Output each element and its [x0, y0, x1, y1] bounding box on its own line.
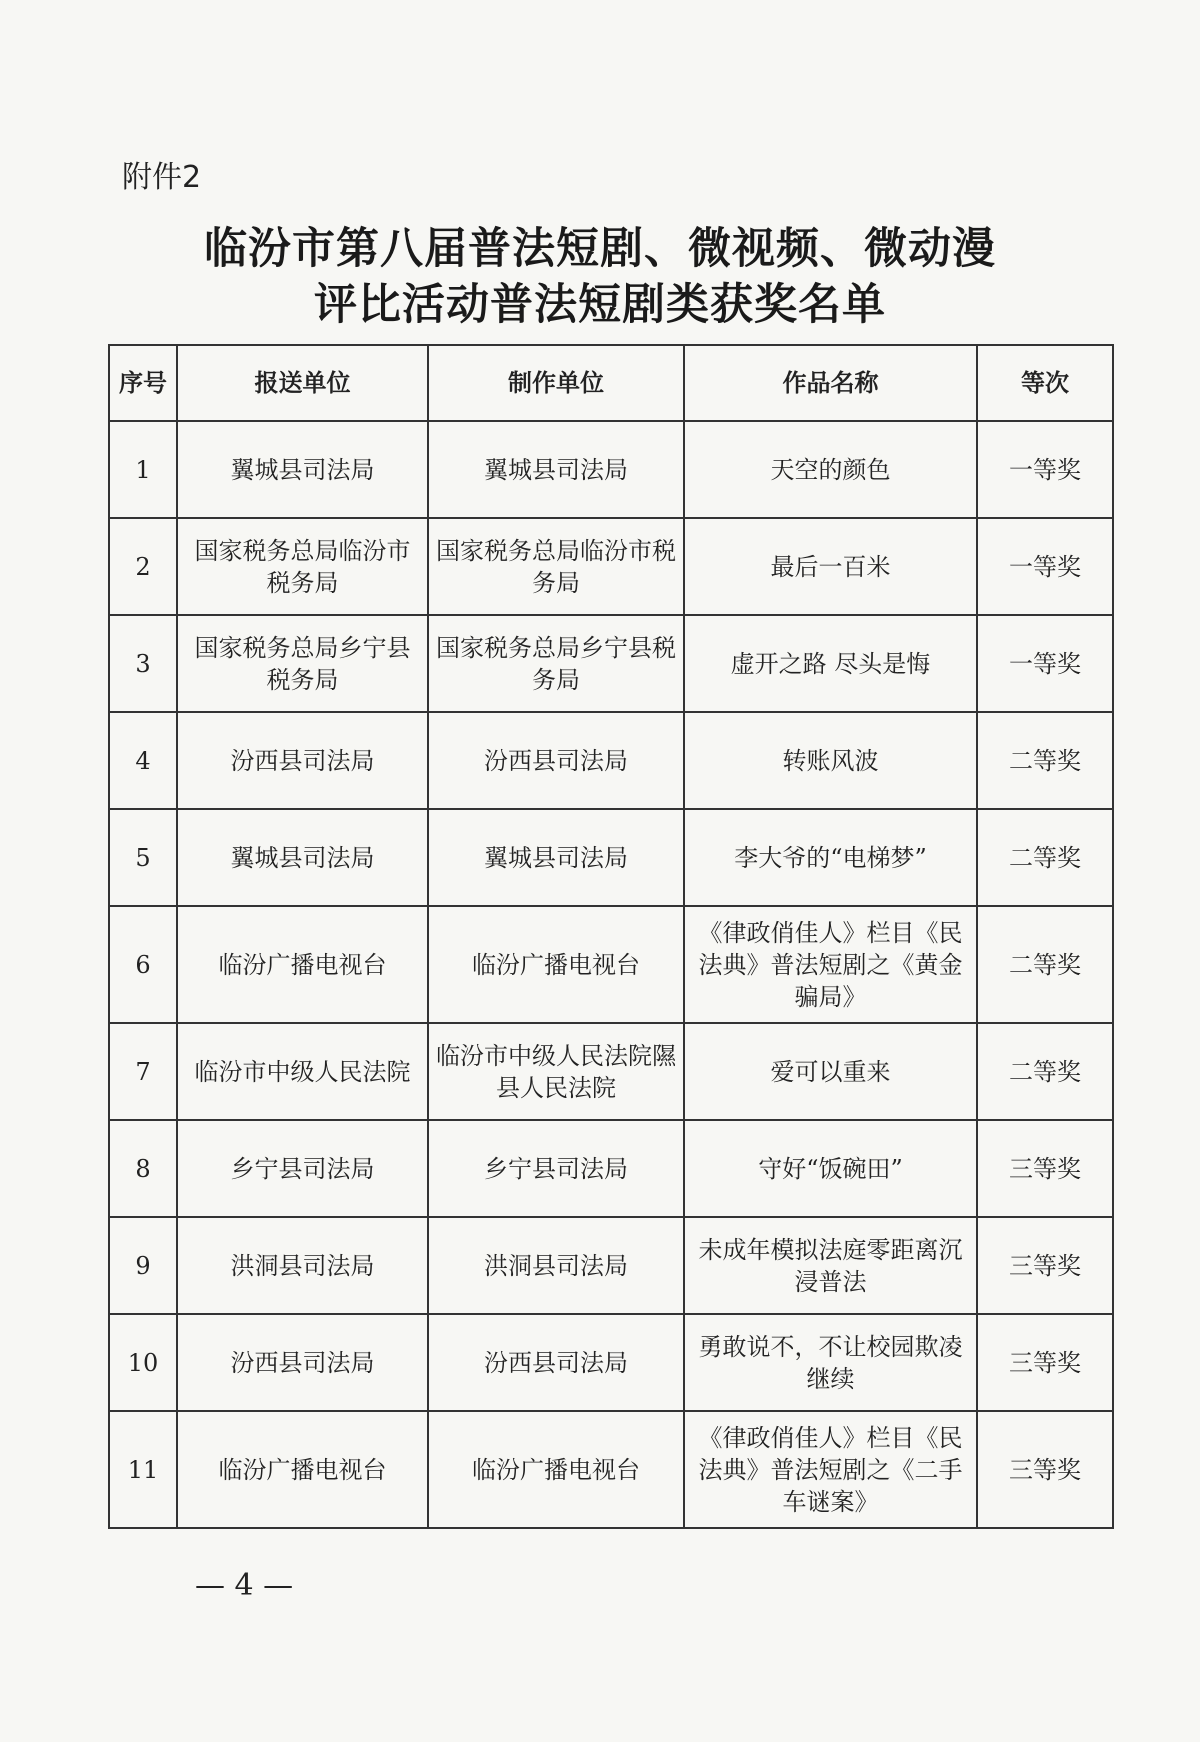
cell-work: 虚开之路 尽头是悔 [684, 615, 977, 712]
cell-rank: 三等奖 [977, 1217, 1113, 1314]
cell-producer: 汾西县司法局 [428, 1314, 684, 1411]
cell-producer: 临汾广播电视台 [428, 1411, 684, 1528]
cell-work: 勇敢说不，不让校园欺凌继续 [684, 1314, 977, 1411]
cell-producer: 临汾广播电视台 [428, 906, 684, 1023]
cell-rank: 一等奖 [977, 615, 1113, 712]
header-rank: 等次 [977, 345, 1113, 421]
table-row [109, 518, 1113, 615]
cell-producer: 国家税务总局乡宁县税务局 [428, 615, 684, 712]
cell-number: 1 [109, 421, 177, 518]
cell-rank: 三等奖 [977, 1411, 1113, 1528]
cell-submitter: 临汾市中级人民法院 [177, 1023, 428, 1120]
cell-rank: 三等奖 [977, 1120, 1113, 1217]
cell-number: 6 [109, 906, 177, 1023]
cell-number: 4 [109, 712, 177, 809]
header-submitter: 报送单位 [177, 345, 428, 421]
awards-table [108, 344, 1114, 1529]
cell-submitter: 翼城县司法局 [177, 421, 428, 518]
cell-submitter: 汾西县司法局 [177, 712, 428, 809]
cell-work: 李大爷的“电梯梦” [684, 809, 977, 906]
table-row [109, 906, 1113, 1023]
table-row [109, 712, 1113, 809]
cell-rank: 一等奖 [977, 518, 1113, 615]
cell-rank: 一等奖 [977, 421, 1113, 518]
cell-submitter: 国家税务总局乡宁县税务局 [177, 615, 428, 712]
header-producer: 制作单位 [428, 345, 684, 421]
cell-producer: 翼城县司法局 [428, 421, 684, 518]
cell-rank: 二等奖 [977, 906, 1113, 1023]
table-header-row [109, 345, 1113, 421]
cell-submitter: 汾西县司法局 [177, 1314, 428, 1411]
cell-work: 天空的颜色 [684, 421, 977, 518]
cell-number: 2 [109, 518, 177, 615]
table-row [109, 809, 1113, 906]
document-title-line-2: 评比活动普法短剧类获奖名单 [314, 280, 886, 330]
cell-number: 9 [109, 1217, 177, 1314]
cell-submitter: 洪洞县司法局 [177, 1217, 428, 1314]
cell-work: 爱可以重来 [684, 1023, 977, 1120]
cell-rank: 二等奖 [977, 1023, 1113, 1120]
cell-submitter: 翼城县司法局 [177, 809, 428, 906]
cell-work: 未成年模拟法庭零距离沉浸普法 [684, 1217, 977, 1314]
cell-submitter: 国家税务总局临汾市税务局 [177, 518, 428, 615]
document-title-line-1: 临汾市第八届普法短剧、微视频、微动漫 [204, 224, 996, 274]
table-row [109, 1217, 1113, 1314]
cell-work: 守好“饭碗田” [684, 1120, 977, 1217]
attachment-label: 附件2 [122, 160, 202, 195]
cell-producer: 洪洞县司法局 [428, 1217, 684, 1314]
table-row [109, 421, 1113, 518]
table-row [109, 1411, 1113, 1528]
table-row [109, 615, 1113, 712]
table-row [109, 1314, 1113, 1411]
cell-number: 8 [109, 1120, 177, 1217]
cell-work: 最后一百米 [684, 518, 977, 615]
cell-number: 3 [109, 615, 177, 712]
cell-producer: 国家税务总局临汾市税务局 [428, 518, 684, 615]
cell-number: 10 [109, 1314, 177, 1411]
cell-producer: 翼城县司法局 [428, 809, 684, 906]
cell-producer: 汾西县司法局 [428, 712, 684, 809]
cell-rank: 三等奖 [977, 1314, 1113, 1411]
cell-producer: 乡宁县司法局 [428, 1120, 684, 1217]
cell-producer: 临汾市中级人民法院隰县人民法院 [428, 1023, 684, 1120]
cell-number: 7 [109, 1023, 177, 1120]
cell-rank: 二等奖 [977, 809, 1113, 906]
header-number: 序号 [109, 345, 177, 421]
cell-work: 《律政俏佳人》栏目《民法典》普法短剧之《二手车谜案》 [684, 1411, 977, 1528]
cell-submitter: 乡宁县司法局 [177, 1120, 428, 1217]
cell-work: 《律政俏佳人》栏目《民法典》普法短剧之《黄金骗局》 [684, 906, 977, 1023]
table-row [109, 1120, 1113, 1217]
cell-number: 11 [109, 1411, 177, 1528]
cell-number: 5 [109, 809, 177, 906]
cell-submitter: 临汾广播电视台 [177, 906, 428, 1023]
cell-rank: 二等奖 [977, 712, 1113, 809]
table-row [109, 1023, 1113, 1120]
cell-submitter: 临汾广播电视台 [177, 1411, 428, 1528]
header-work: 作品名称 [684, 345, 977, 421]
page-number: — 4 — [195, 1568, 294, 1603]
cell-work: 转账风波 [684, 712, 977, 809]
